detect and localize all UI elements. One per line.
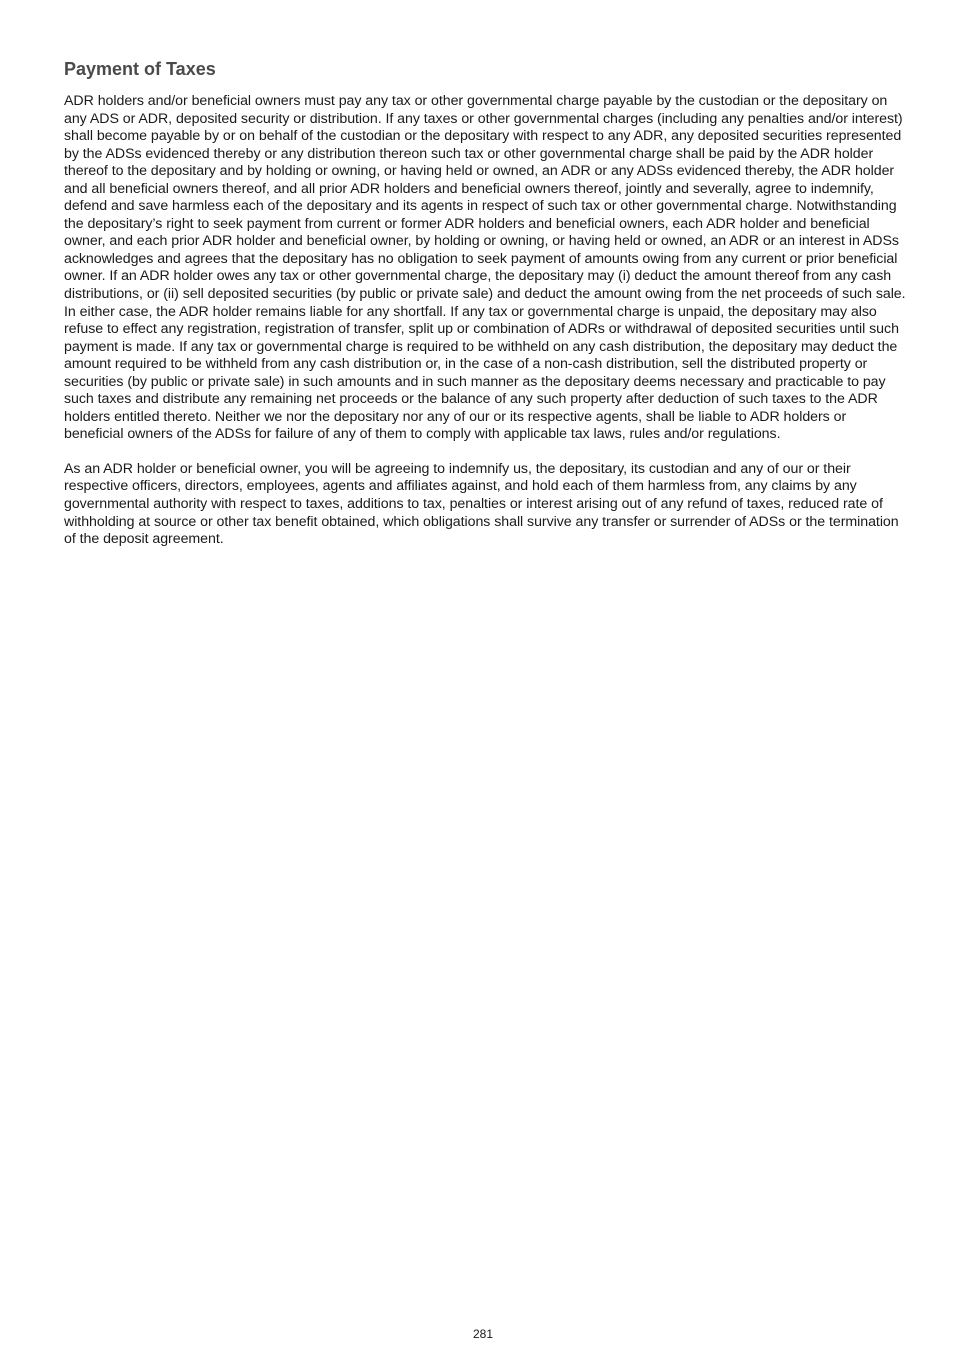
document-page bbox=[64, 58, 906, 566]
paragraph-tax-payment: ADR holders and/or beneficial owners must pay any tax or other governmental charge payable by the custodian or the depositary on any ADS or ADR, deposited security or distribution. If any taxes or other governmental charges (including any penalties and/or interest) shall become payable by or on behalf of the custodian or the depositary with respect to any ADR, any deposited securities represented by the ADSs evidenced thereby or any distribution thereon such tax or other governmental charge shall be paid by the ADR holder thereof to the depositary and by holding or owning, or having held or owned, an ADR or any ADSs evidenced thereby, the ADR holder and all beneficial owners thereof, and all prior ADR holders and beneficial owners thereof, jointly and severally, agree to indemnify, defend and save harmless each of the depositary and its agents in respect of such tax or other governmental charge. Notwithstanding the depositary’s right to seek payment from current or former ADR holders and beneficial owners, each ADR holder and beneficial owner, and each prior ADR holder and beneficial owner, by holding or owning, or having held or owned, an ADR or an interest in ADSs acknowledges and agrees that the depositary has no obligation to seek payment of amounts owing from any current or prior beneficial owner. If an ADR holder owes any tax or other governmental charge, the depositary may (i) deduct the amount thereof from any cash distributions, or (ii) sell deposited securities (by public or private sale) and deduct the amount owing from the net proceeds of such sale. In either case, the ADR holder remains liable for any shortfall. If any tax or governmental charge is unpaid, the depositary may also refuse to effect any registration, registration of transfer, split up or combination of ADRs or withdrawal of deposited securities until such payment is made. If any tax or governmental charge is required to be withheld on any cash distribution, the depositary may deduct the amount required to be withheld from any cash distribution or, in the case of a non-cash distribution, sell the distributed property or securities (by public or private sale) in such amounts and in such manner as the depositary deems necessary and practicable to pay such taxes and distribute any remaining net proceeds or the balance of any such property after deduction of such taxes to the ADR holders entitled thereto. Neither we nor the depositary nor any of our or its respective agents, shall be liable to ADR holders or beneficial owners of the ADSs for failure of any of them to comply with applicable tax laws, rules and/or regulations. bbox=[64, 93, 906, 443]
paragraph-indemnification: As an ADR holder or beneficial owner, you will be agreeing to indemnify us, the depositary, its custodian and any of our or their respective officers, directors, employees, agents and affiliates against, and hold each of them harmless from, any claims by any governmental authority with respect to taxes, additions to tax, penalties or interest arising out of any refund of taxes, reduced rate of withholding at source or other tax benefit obtained, which obligations shall survive any transfer or surrender of ADSs or the termination of the deposit agreement. bbox=[64, 460, 899, 548]
section-heading: Payment of Taxes bbox=[64, 59, 216, 79]
page-number: 281 bbox=[472, 1327, 494, 1341]
